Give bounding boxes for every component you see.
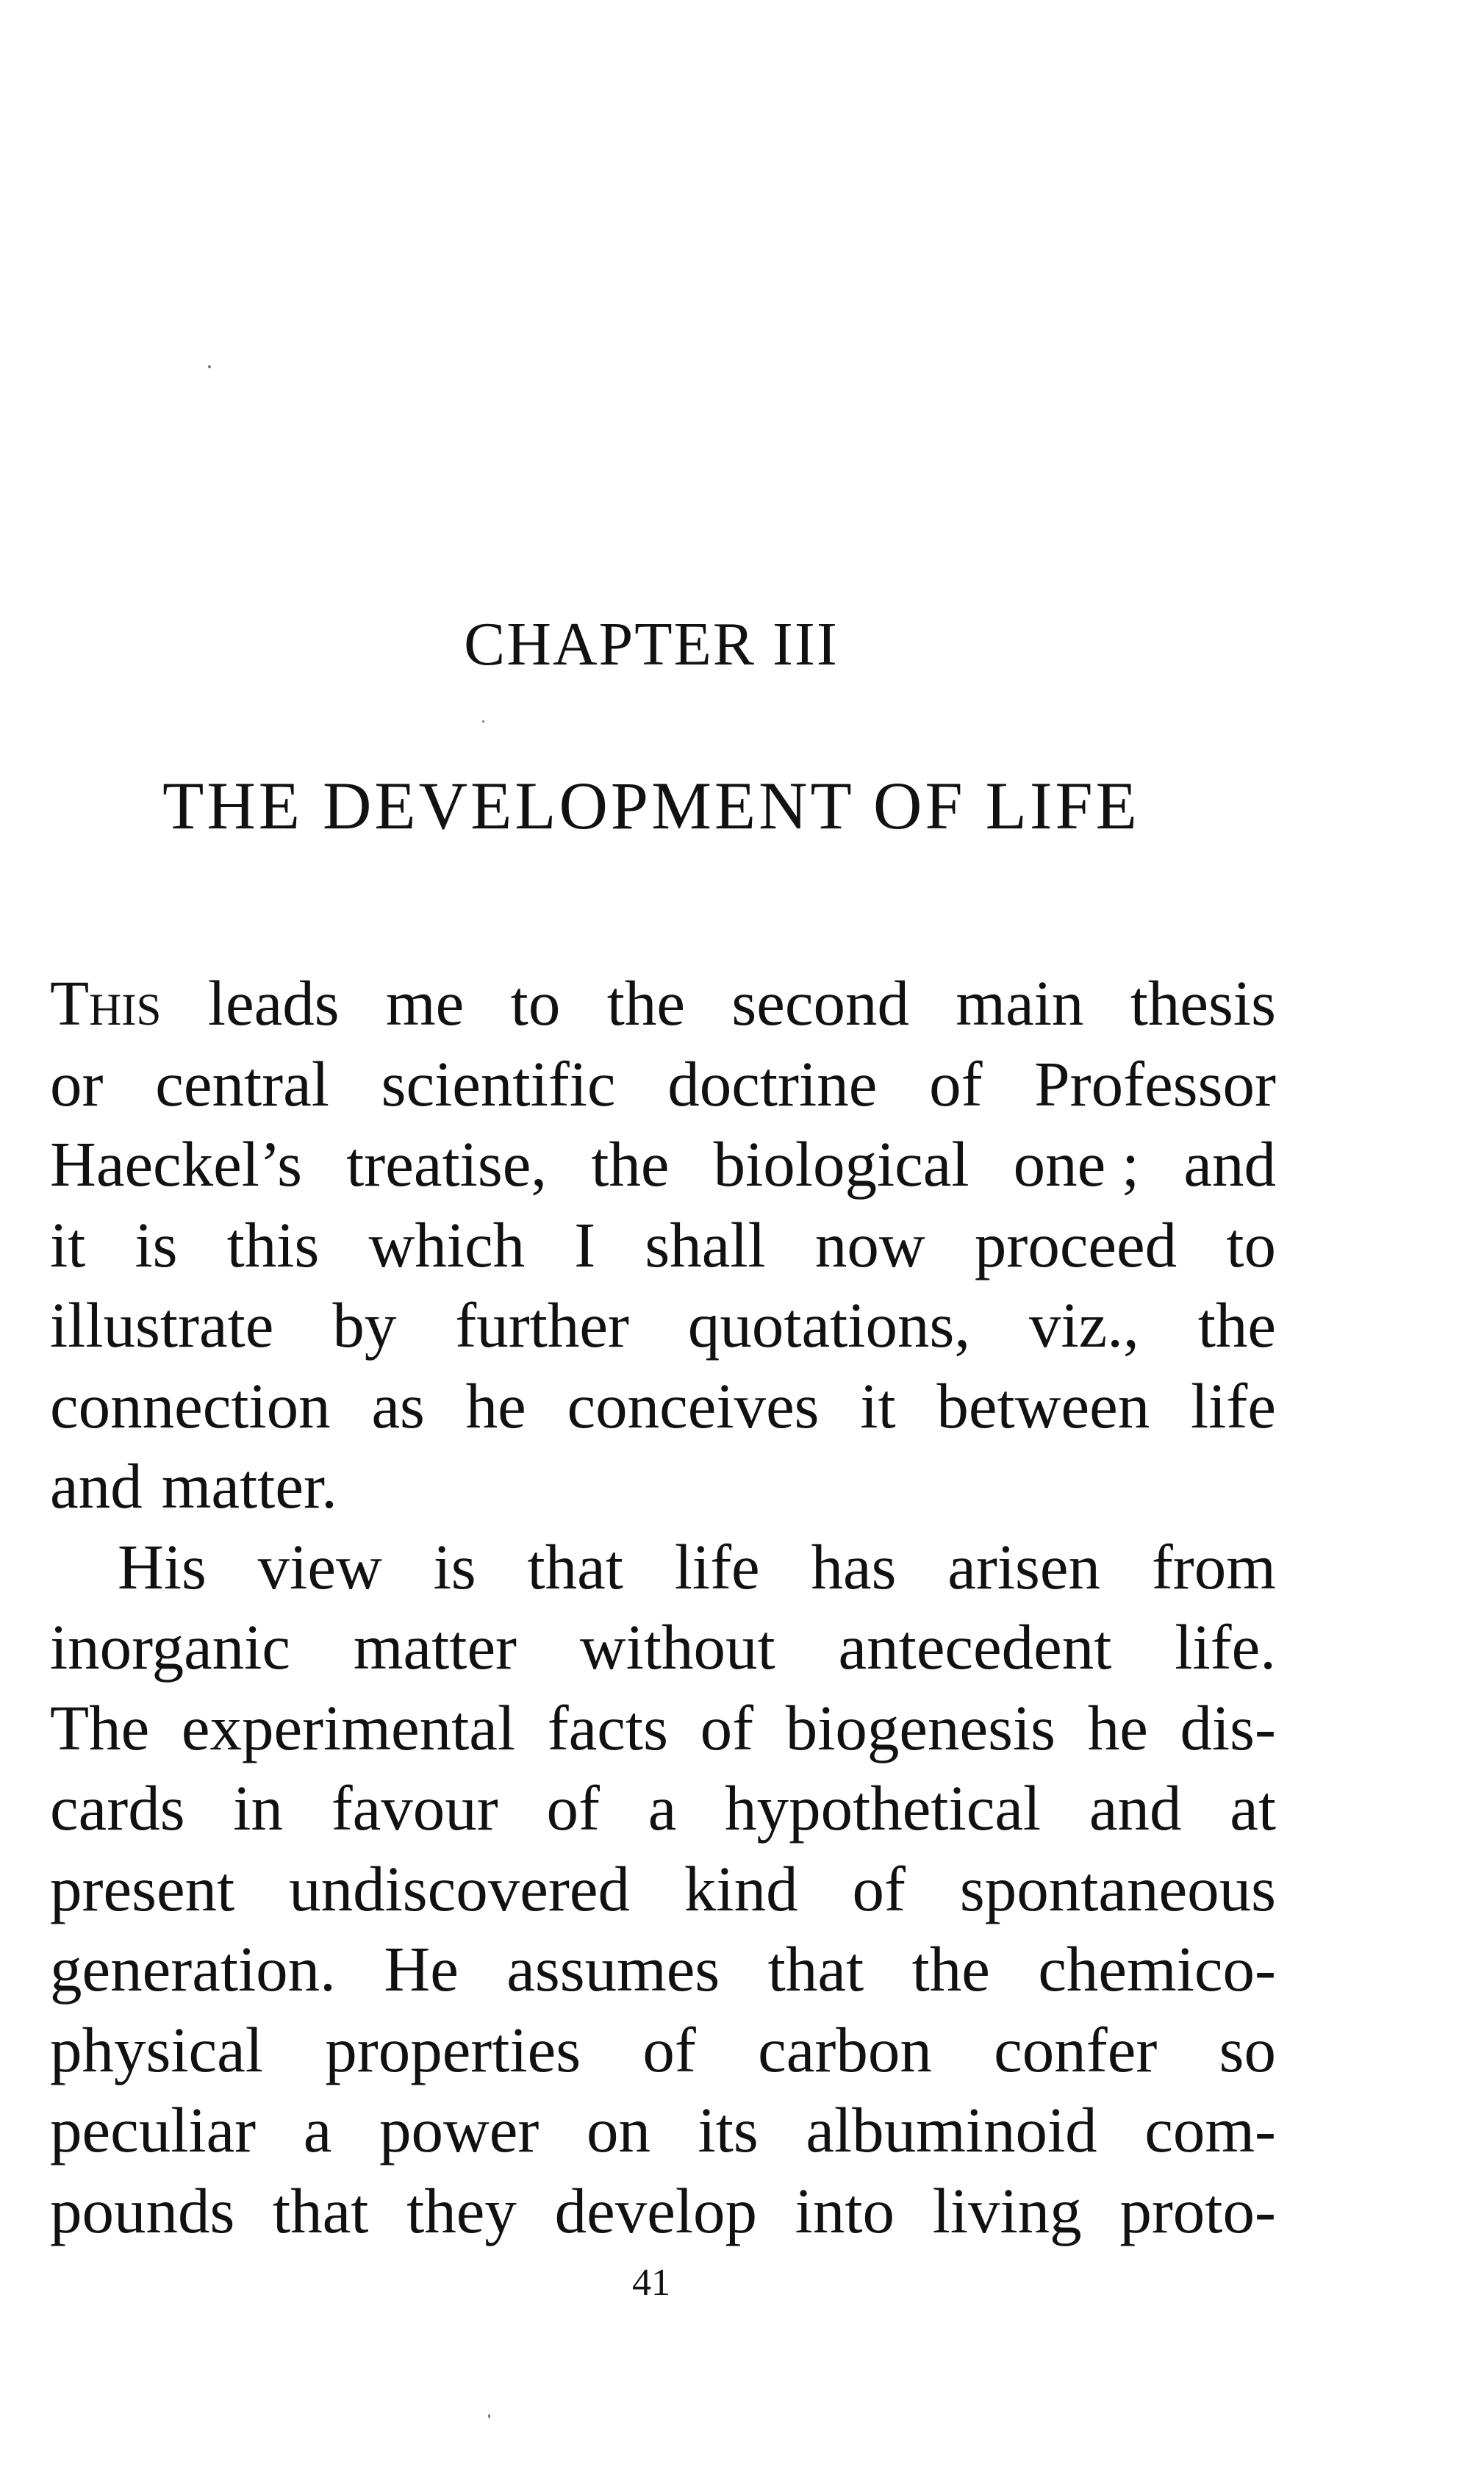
word: leads	[207, 967, 340, 1039]
chapter-title: THE DEVELOPMENT OF LIFE	[162, 768, 1140, 843]
word: quotations,	[687, 1289, 971, 1361]
word: he	[1087, 1691, 1148, 1763]
word: antecedent	[838, 1611, 1112, 1683]
word: life.	[1175, 1611, 1276, 1683]
word: its	[698, 2094, 759, 2165]
word: proceed	[974, 1208, 1177, 1280]
word: treatise,	[346, 1128, 548, 1200]
word: com-	[1144, 2094, 1276, 2165]
paragraph	[50, 1527, 1276, 2251]
word: he	[465, 1369, 526, 1441]
print-speck	[482, 720, 484, 723]
body-text	[50, 963, 1276, 2251]
word: into	[795, 2174, 895, 2246]
text-line	[50, 1205, 1276, 1286]
text-line	[50, 1044, 1276, 1125]
word: of	[546, 1772, 600, 1844]
text-line	[50, 2090, 1276, 2171]
word: albuminoid	[806, 2094, 1097, 2165]
word: arisen	[947, 1530, 1101, 1602]
word: it	[860, 1369, 896, 1441]
word: spontaneous	[959, 1852, 1276, 1924]
word: assumes	[506, 1933, 720, 2005]
word: life	[674, 1530, 760, 1602]
word: shall	[645, 1208, 766, 1280]
chapter-label: CHAPTER III	[464, 610, 839, 678]
word: present	[50, 1852, 235, 1924]
word: doctrine	[667, 1047, 878, 1119]
text-line	[50, 1688, 1276, 1769]
word: develop	[554, 2174, 757, 2246]
word: at	[1230, 1772, 1276, 1844]
word: is	[135, 1208, 178, 1280]
word: or	[50, 1047, 104, 1119]
text-line	[50, 1607, 1276, 1688]
word: they	[406, 2174, 517, 2246]
word: He	[384, 1933, 459, 2005]
word: biological	[713, 1128, 969, 1200]
text-line	[50, 963, 1276, 1044]
text-line	[50, 1285, 1276, 1366]
word: pounds	[50, 2174, 235, 2246]
word: by	[332, 1289, 397, 1361]
text-line	[50, 1768, 1276, 1849]
word: view	[257, 1530, 382, 1602]
word: viz.,	[1029, 1289, 1139, 1361]
word: main	[956, 967, 1084, 1039]
word: dis-	[1180, 1691, 1276, 1763]
word: inorganic	[50, 1611, 290, 1683]
word: central	[155, 1047, 329, 1119]
word: of	[852, 1852, 906, 1924]
word: matter.	[161, 1450, 337, 1522]
word: in	[233, 1772, 283, 1844]
text-line	[50, 1124, 1276, 1205]
word: which	[368, 1208, 526, 1280]
word: connection	[50, 1369, 331, 1441]
word: to	[1226, 1208, 1276, 1280]
text-line	[50, 1527, 1276, 1608]
word: cards	[50, 1772, 185, 1844]
word: kind	[684, 1852, 798, 1924]
word: scientific	[381, 1047, 616, 1119]
word: hypothetical	[725, 1772, 1042, 1844]
word: favour	[331, 1772, 498, 1844]
word: is	[433, 1530, 476, 1602]
word: thesis	[1130, 967, 1276, 1039]
word: without	[579, 1611, 775, 1683]
word: the	[606, 967, 686, 1039]
word: His	[118, 1530, 207, 1602]
word: further	[455, 1289, 629, 1361]
word: between	[936, 1369, 1150, 1441]
word: the	[1197, 1289, 1276, 1361]
word: it	[50, 1208, 86, 1280]
word: Haeckel’s	[50, 1128, 302, 1200]
word: physical	[50, 2013, 263, 2085]
page-number: 41	[632, 2262, 670, 2304]
word: of	[642, 2013, 696, 2085]
word: of	[700, 1691, 754, 1763]
word: on	[586, 2094, 650, 2165]
print-speck	[208, 365, 211, 368]
word: from	[1151, 1530, 1276, 1602]
word: power	[379, 2094, 540, 2165]
word: The	[50, 1691, 150, 1763]
word: a	[648, 1772, 677, 1844]
word: living	[932, 2174, 1082, 2246]
word: now	[814, 1208, 925, 1280]
word: experimental	[181, 1691, 516, 1763]
word: peculiar	[50, 2094, 257, 2165]
word: has	[811, 1530, 897, 1602]
word: a	[303, 2094, 332, 2165]
word: the	[591, 1128, 670, 1200]
word: life	[1191, 1369, 1276, 1441]
text-line	[50, 1366, 1276, 1447]
word: conceives	[567, 1369, 820, 1441]
word: chemico-	[1038, 1933, 1276, 2005]
word: that	[767, 1933, 864, 2005]
word: Professor	[1034, 1047, 1276, 1119]
word: matter	[353, 1611, 517, 1683]
paragraph	[50, 963, 1276, 1527]
word: proto-	[1119, 2174, 1276, 2246]
word: I	[574, 1208, 596, 1280]
word: the	[911, 1933, 990, 2005]
word: facts	[547, 1691, 668, 1763]
word: second	[731, 967, 910, 1039]
word: to	[510, 967, 561, 1039]
word: carbon	[758, 2013, 932, 2085]
print-speck	[488, 2414, 490, 2418]
word: illustrate	[50, 1289, 274, 1361]
word: so	[1219, 2013, 1276, 2085]
word: generation.	[50, 1933, 336, 2005]
word: undiscovered	[289, 1852, 630, 1924]
word: as	[371, 1369, 425, 1441]
text-line	[50, 1446, 1276, 1527]
word: and	[50, 1450, 143, 1522]
word: that	[273, 2174, 369, 2246]
word: me	[385, 967, 465, 1039]
text-line	[50, 2171, 1276, 2251]
word: confer	[994, 2013, 1158, 2085]
word: this	[226, 1208, 320, 1280]
word: and	[1089, 1772, 1182, 1844]
word: one ;	[1013, 1128, 1140, 1200]
word: properties	[325, 2013, 581, 2085]
word: that	[527, 1530, 623, 1602]
word: biogenesis	[785, 1691, 1056, 1763]
text-line	[50, 1849, 1276, 1930]
text-line	[50, 1929, 1276, 2010]
word: of	[929, 1047, 983, 1119]
word: and	[1183, 1128, 1276, 1200]
text-line	[50, 2010, 1276, 2091]
word: This	[50, 967, 162, 1039]
